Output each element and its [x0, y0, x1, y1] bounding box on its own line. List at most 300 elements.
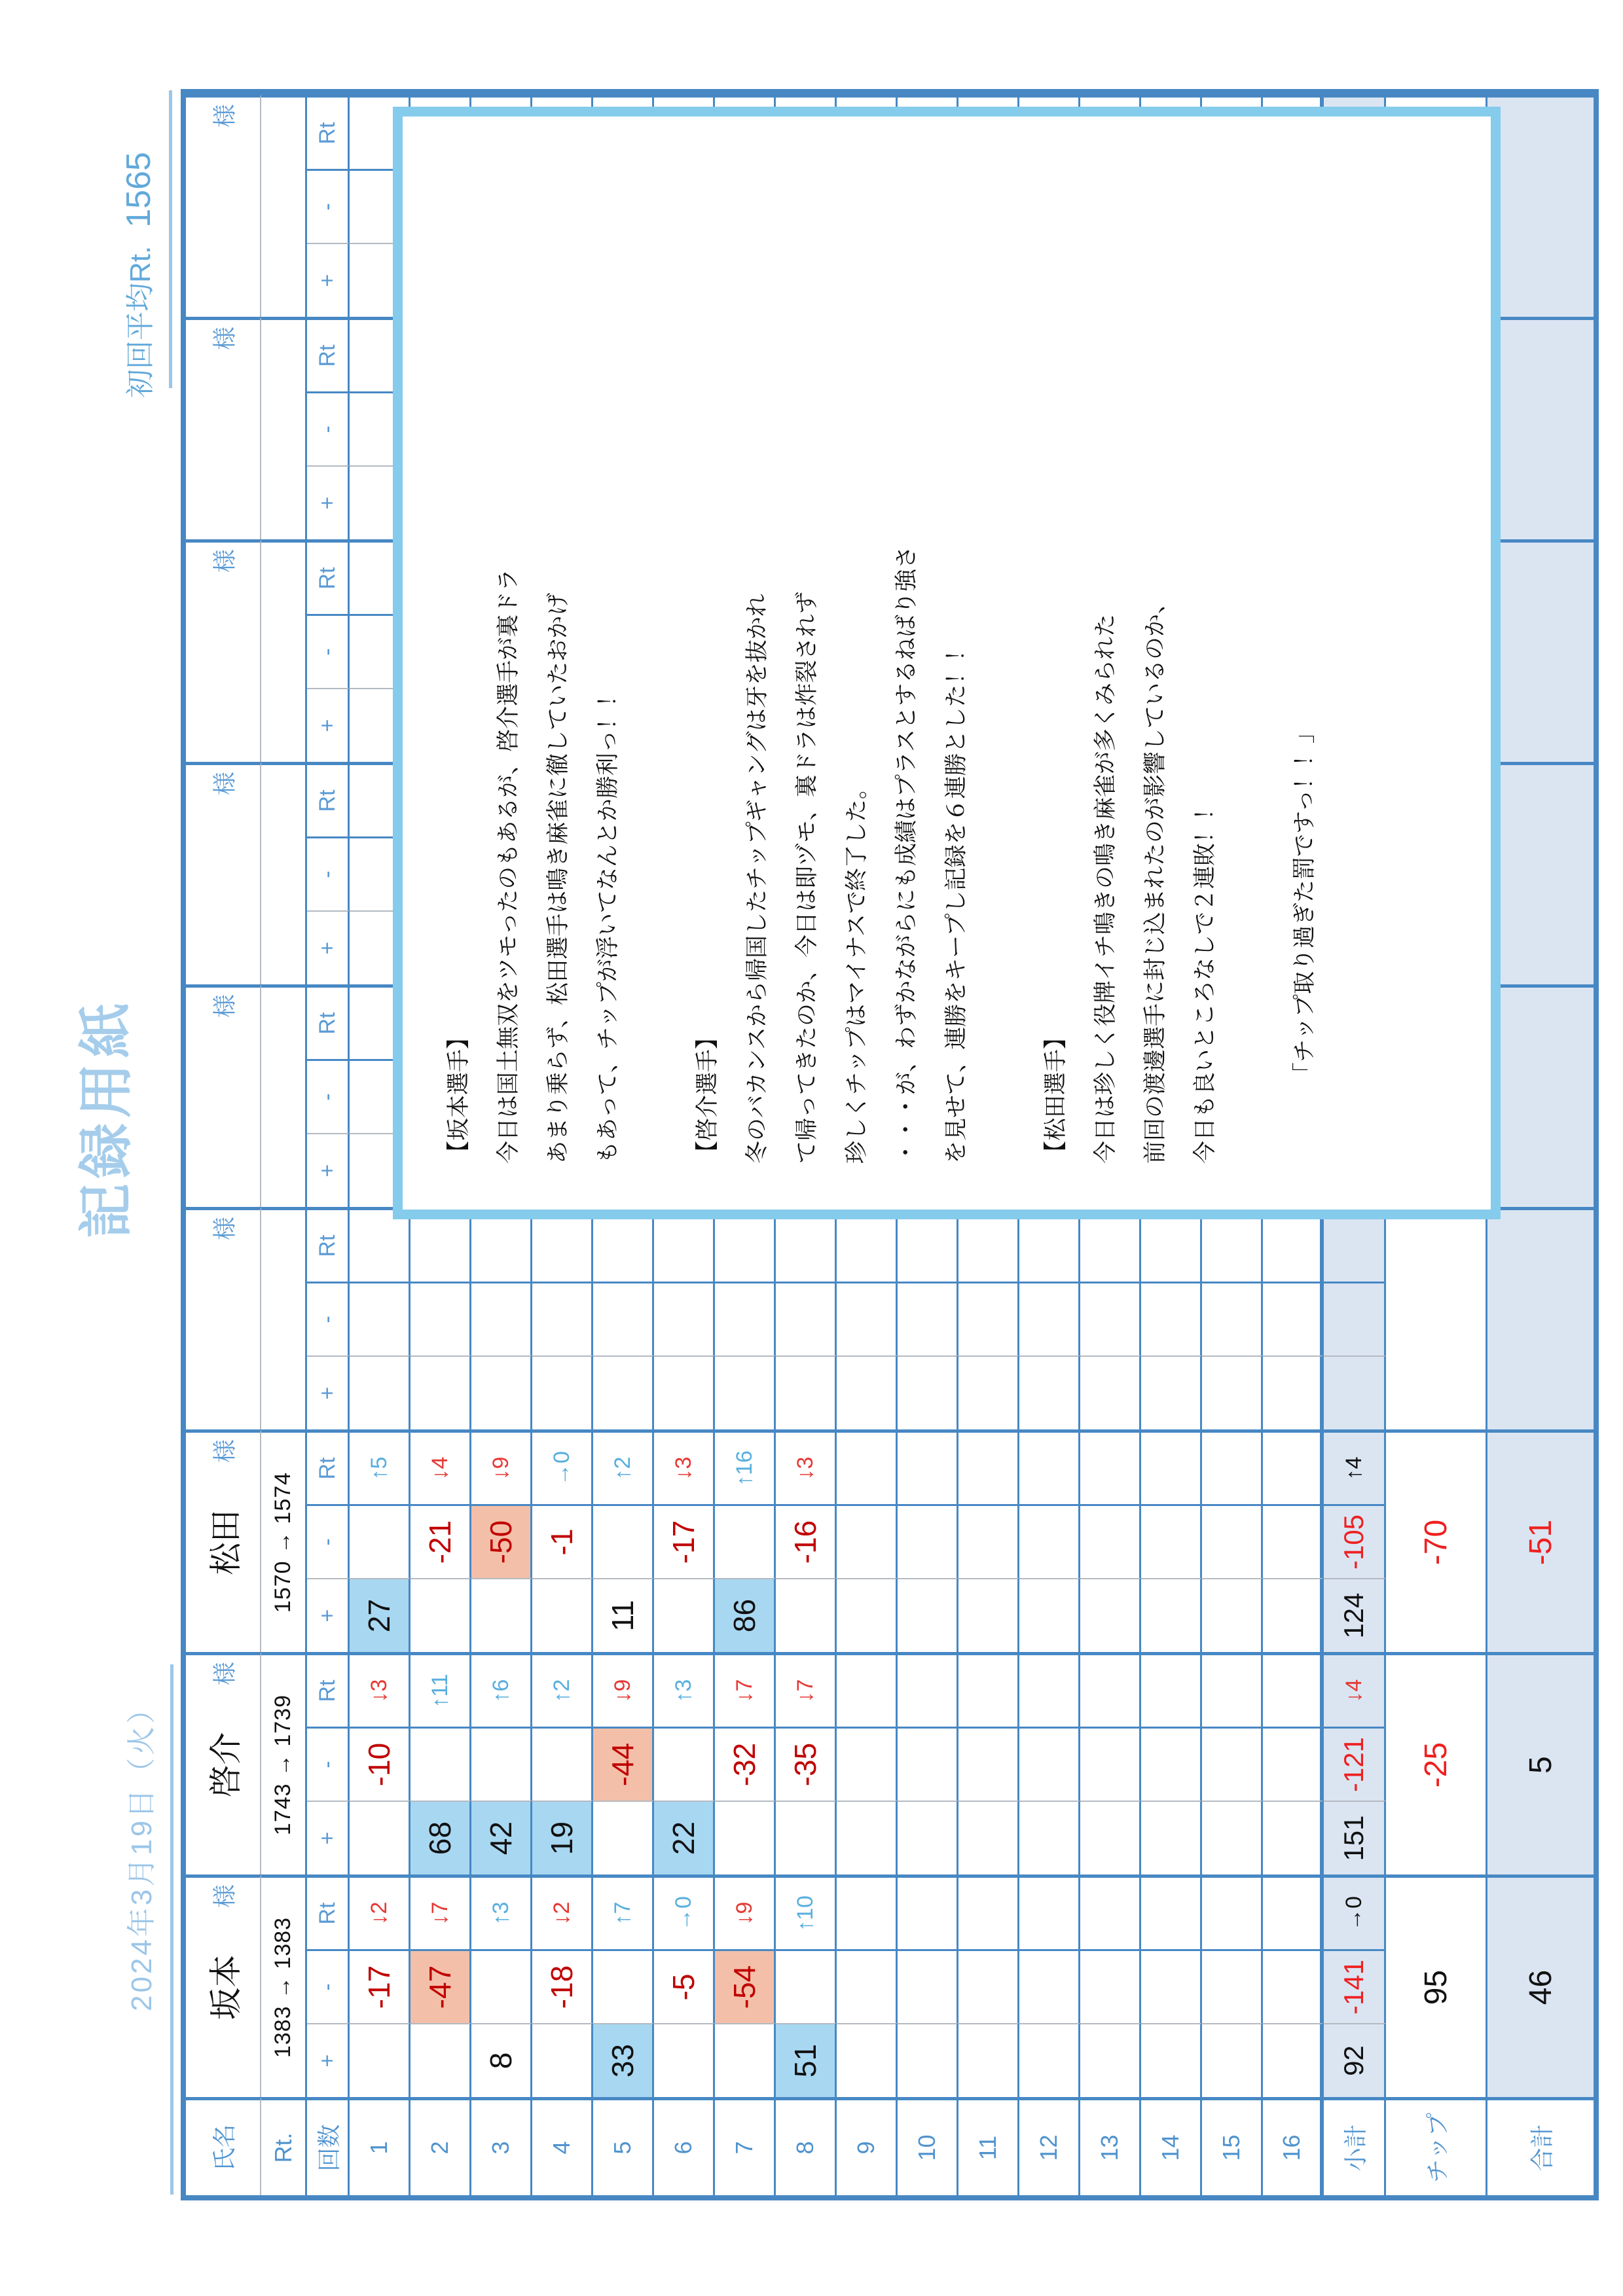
score-cell-plus	[410, 2023, 471, 2097]
score-cell-rt: ↓9	[715, 1874, 776, 1949]
player-name-cell	[186, 1207, 261, 1429]
score-cell-plus	[471, 1355, 532, 1429]
score-cell-plus	[410, 1578, 471, 1652]
subheader-rt: Rt	[307, 1429, 350, 1504]
score-cell-rt	[898, 1429, 958, 1504]
score-cell-rt	[1263, 1429, 1324, 1504]
score-cell-rt	[1019, 1652, 1080, 1727]
row-label-round: 5	[593, 2097, 654, 2195]
score-cell-minus	[654, 1727, 715, 1801]
score-cell-rt	[1141, 1652, 1202, 1727]
score-cell-minus	[715, 1504, 776, 1578]
score-cell-rt	[1263, 1652, 1324, 1727]
score-cell-minus	[593, 1282, 654, 1355]
score-cell-rt: ↑2	[532, 1652, 593, 1727]
sama-honorific: 様	[211, 327, 238, 351]
score-cell-plus	[958, 1801, 1019, 1874]
comment-quote: 「チップ取り過ぎた罰ですっ！！」	[1292, 721, 1317, 1085]
subtotal-minus: -105	[1324, 1504, 1386, 1578]
score-cell-plus	[350, 2023, 410, 2097]
score-cell-plus	[1080, 1801, 1141, 1874]
sama-honorific: 様	[211, 1662, 238, 1686]
score-cell-plus	[410, 1355, 471, 1429]
score-cell-plus: 51	[776, 2023, 837, 2097]
score-cell-plus	[1141, 1355, 1202, 1429]
subtotal-minus	[1324, 1282, 1386, 1355]
score-cell-plus	[958, 2023, 1019, 2097]
score-cell-minus	[1141, 1949, 1202, 2023]
score-cell-minus	[1141, 1282, 1202, 1355]
score-cell-plus	[654, 1355, 715, 1429]
score-cell-rt	[1202, 1874, 1263, 1949]
row-label-round: 11	[958, 2097, 1019, 2195]
score-cell-plus	[1263, 2023, 1324, 2097]
subheader-plus: +	[307, 1578, 350, 1652]
row-label-round: 7	[715, 2097, 776, 2195]
comment-line: て帰ってきたのか、今日は即ヅモ、裏ドラは炸裂されず	[794, 591, 820, 1164]
score-cell-rt: ↓4	[410, 1429, 471, 1504]
score-cell-minus	[1263, 1504, 1324, 1578]
score-cell-plus	[1019, 2023, 1080, 2097]
score-cell-minus	[958, 1504, 1019, 1578]
score-cell-rt: ↑11	[410, 1652, 471, 1727]
score-cell-plus	[1202, 1801, 1263, 1874]
score-cell-plus	[532, 1578, 593, 1652]
subheader-minus: -	[307, 1059, 350, 1133]
total-cell	[1487, 94, 1594, 317]
score-cell-plus	[532, 1355, 593, 1429]
comment-player-header: 【坂本選手】	[446, 1026, 471, 1164]
score-cell-plus	[837, 1578, 898, 1652]
score-cell-plus	[898, 1578, 958, 1652]
player-rt-transition	[261, 1207, 307, 1429]
subheader-minus: -	[307, 1504, 350, 1578]
score-cell-minus: -32	[715, 1727, 776, 1801]
score-cell-minus	[532, 1727, 593, 1801]
row-label-round: 14	[1141, 2097, 1202, 2195]
player-name-cell	[186, 1429, 261, 1652]
score-cell-rt: ↓3	[654, 1429, 715, 1504]
score-cell-minus	[958, 1282, 1019, 1355]
score-cell-plus	[1141, 1801, 1202, 1874]
subtotal-minus: -141	[1324, 1949, 1386, 2023]
comment-line: 冬のバカンスから帰国したチップギャングは牙を抜かれ	[744, 594, 770, 1164]
score-cell-rt: ↓9	[471, 1429, 532, 1504]
score-cell-rt: ↑3	[654, 1652, 715, 1727]
subtotal-plus: 124	[1324, 1578, 1386, 1652]
first-average-rt	[117, 90, 158, 398]
subheader-minus: -	[307, 391, 350, 465]
score-cell-plus	[350, 1801, 410, 1874]
subheader-minus: -	[307, 1282, 350, 1355]
score-cell-rt	[1202, 1429, 1263, 1504]
subtotal-rt: ↑4	[1324, 1429, 1386, 1504]
avg-underline	[169, 90, 172, 388]
score-cell-minus: -5	[654, 1949, 715, 2023]
avg-rt-label: 初回平均Rt.	[124, 245, 156, 398]
row-label-round: 13	[1080, 2097, 1141, 2195]
row-label-round: 2	[410, 2097, 471, 2195]
score-cell-minus	[1019, 1282, 1080, 1355]
score-cell-minus	[471, 1949, 532, 2023]
score-cell-rt: ↓2	[532, 1874, 593, 1949]
score-cell-minus	[958, 1949, 1019, 2023]
subheader-plus: +	[307, 688, 350, 762]
sama-honorific: 様	[211, 1439, 238, 1463]
total-cell	[1487, 317, 1594, 539]
score-cell-plus: 68	[410, 1801, 471, 1874]
score-cell-minus	[350, 1282, 410, 1355]
subheader-minus: -	[307, 614, 350, 688]
score-cell-minus	[1263, 1949, 1324, 2023]
comment-line: 今日も良いところなしで２連敗！！	[1192, 797, 1218, 1164]
subheader-plus: +	[307, 1355, 350, 1429]
comment-player-header: 【松田選手】	[1043, 1026, 1068, 1164]
score-cell-minus	[1080, 1727, 1141, 1801]
score-cell-minus: -1	[532, 1504, 593, 1578]
score-cell-plus	[1080, 1355, 1141, 1429]
row-label-total: 合計	[1487, 2097, 1594, 2195]
row-label-round: 1	[350, 2097, 410, 2195]
score-cell-minus	[471, 1727, 532, 1801]
score-cell-plus: 19	[532, 1801, 593, 1874]
player-rt-transition	[261, 94, 307, 317]
subheader-rt: Rt	[307, 94, 350, 169]
subheader-plus: +	[307, 1801, 350, 1874]
player-rt-transition	[261, 539, 307, 762]
row-label-round: 16	[1263, 2097, 1324, 2195]
subtotal-rt: ↓4	[1324, 1652, 1386, 1727]
score-cell-minus	[776, 1282, 837, 1355]
score-cell-minus	[1019, 1949, 1080, 2023]
player-name-cell	[186, 317, 261, 539]
subheader-minus: -	[307, 1727, 350, 1801]
score-cell-rt: ↑7	[593, 1874, 654, 1949]
score-cell-rt: ↑2	[593, 1429, 654, 1504]
score-cell-plus	[837, 2023, 898, 2097]
row-label-round: 6	[654, 2097, 715, 2195]
score-cell-plus: 8	[471, 2023, 532, 2097]
total-cell	[1487, 539, 1594, 762]
comment-box	[393, 107, 1501, 1219]
score-cell-minus	[1141, 1727, 1202, 1801]
score-cell-minus	[1080, 1949, 1141, 2023]
score-cell-plus	[1080, 1578, 1141, 1652]
row-label-name: 氏名	[186, 2097, 261, 2195]
score-cell-plus	[654, 1578, 715, 1652]
score-cell-minus	[837, 1949, 898, 2023]
score-cell-minus	[350, 1504, 410, 1578]
score-cell-minus	[898, 1282, 958, 1355]
page-title: 記録用紙	[75, 997, 137, 1239]
row-label-round: 4	[532, 2097, 593, 2195]
score-cell-plus	[1202, 2023, 1263, 2097]
player-rt-transition: 1570 → 1574	[261, 1429, 307, 1652]
total-cell: 5	[1487, 1652, 1594, 1874]
score-cell-minus	[1202, 1504, 1263, 1578]
score-cell-minus	[1019, 1727, 1080, 1801]
score-cell-rt	[1080, 1429, 1141, 1504]
score-cell-rt	[1019, 1874, 1080, 1949]
score-cell-rt	[837, 1429, 898, 1504]
score-cell-minus: -10	[350, 1727, 410, 1801]
score-cell-plus	[350, 1355, 410, 1429]
score-cell-minus: -50	[471, 1504, 532, 1578]
score-cell-minus	[1263, 1282, 1324, 1355]
score-cell-plus	[776, 1355, 837, 1429]
player-rt-transition	[261, 762, 307, 984]
score-cell-plus: 33	[593, 2023, 654, 2097]
score-cell-rt	[958, 1874, 1019, 1949]
score-cell-plus: 27	[350, 1578, 410, 1652]
player-rt-transition	[261, 317, 307, 539]
score-cell-rt	[1141, 1874, 1202, 1949]
subheader-rt: Rt	[307, 1207, 350, 1282]
score-cell-minus	[898, 1949, 958, 2023]
score-cell-plus	[1080, 2023, 1141, 2097]
date-text: 2024年3月19日（火）	[126, 1692, 158, 2011]
score-cell-minus	[1080, 1504, 1141, 1578]
comment-line	[981, 156, 1031, 1164]
player-name: 坂本	[207, 1954, 244, 2020]
row-label-round: 12	[1019, 2097, 1080, 2195]
sama-honorific: 様	[211, 772, 238, 796]
total-cell: -51	[1487, 1429, 1594, 1652]
comment-line: を見せて、連勝をキープし記録を６連勝とした！！	[943, 638, 969, 1164]
subtotal-minus: -121	[1324, 1727, 1386, 1801]
player-name-cell	[186, 94, 261, 317]
score-cell-rt	[958, 1652, 1019, 1727]
score-cell-minus: -18	[532, 1949, 593, 2023]
score-cell-rt: ↑5	[350, 1429, 410, 1504]
subheader-plus: +	[307, 465, 350, 539]
score-cell-rt: ↓3	[776, 1429, 837, 1504]
score-cell-minus	[1080, 1282, 1141, 1355]
score-cell-minus	[837, 1282, 898, 1355]
score-cell-rt: ↓3	[350, 1652, 410, 1727]
score-cell-plus	[1263, 1578, 1324, 1652]
score-cell-rt: ↑16	[715, 1429, 776, 1504]
subheader-rt: Rt	[307, 1652, 350, 1727]
subheader-rt: Rt	[307, 317, 350, 391]
row-label-round: 8	[776, 2097, 837, 2195]
score-cell-minus: -17	[654, 1504, 715, 1578]
subheader-plus: +	[307, 1133, 350, 1207]
subheader-minus: -	[307, 169, 350, 243]
score-cell-plus	[471, 1578, 532, 1652]
row-label-subtotal: 小計	[1324, 2097, 1386, 2195]
score-cell-rt: ↑3	[471, 1874, 532, 1949]
row-label-round: 3	[471, 2097, 532, 2195]
score-cell-minus	[837, 1504, 898, 1578]
comment-player-header: 【啓介選手】	[695, 1026, 720, 1164]
score-cell-minus	[898, 1504, 958, 1578]
score-cell-minus	[1263, 1727, 1324, 1801]
score-cell-minus	[958, 1727, 1019, 1801]
score-cell-rt	[898, 1874, 958, 1949]
score-cell-rt: ↓7	[410, 1874, 471, 1949]
score-cell-plus	[898, 1355, 958, 1429]
score-cell-minus: -35	[776, 1727, 837, 1801]
chip-cell	[1386, 1207, 1487, 1429]
score-cell-plus	[654, 2023, 715, 2097]
score-cell-minus	[1141, 1504, 1202, 1578]
subheader-minus: -	[307, 1949, 350, 2023]
score-cell-plus	[715, 2023, 776, 2097]
score-cell-plus	[593, 1355, 654, 1429]
comment-line: 前回の渡邊選手に封じ込まれたのが影響しているのか、	[1142, 590, 1168, 1164]
subtotal-plus	[1324, 1355, 1386, 1429]
score-cell-rt	[837, 1652, 898, 1727]
player-name-cell	[186, 984, 261, 1207]
score-cell-rt: ↓2	[350, 1874, 410, 1949]
avg-rt-value: 1565	[120, 152, 158, 228]
score-cell-plus	[1202, 1355, 1263, 1429]
score-cell-rt: ↓9	[593, 1652, 654, 1727]
score-cell-minus	[410, 1282, 471, 1355]
comment-line	[1230, 156, 1280, 1164]
score-cell-plus: 86	[715, 1578, 776, 1652]
subheader-plus: +	[307, 910, 350, 984]
player-rt-transition: 1743 → 1739	[261, 1652, 307, 1874]
score-cell-plus	[715, 1355, 776, 1429]
row-label-round: 15	[1202, 2097, 1263, 2195]
sama-honorific: 様	[211, 1217, 238, 1241]
score-cell-minus	[410, 1727, 471, 1801]
score-cell-minus: -47	[410, 1949, 471, 2023]
score-cell-plus	[593, 1801, 654, 1874]
row-label-round: 9	[837, 2097, 898, 2195]
score-cell-plus: 42	[471, 1801, 532, 1874]
player-name-cell	[186, 1874, 261, 2097]
total-cell	[1487, 984, 1594, 1207]
score-cell-plus	[1141, 1578, 1202, 1652]
score-cell-rt: ↓7	[776, 1652, 837, 1727]
score-cell-minus: -44	[593, 1727, 654, 1801]
row-label-round: 10	[898, 2097, 958, 2195]
sama-honorific: 様	[211, 549, 238, 573]
score-cell-plus	[1019, 1801, 1080, 1874]
player-name-cell	[186, 1652, 261, 1874]
score-cell-plus	[1019, 1578, 1080, 1652]
score-cell-rt	[958, 1429, 1019, 1504]
subtotal-rt: →0	[1324, 1874, 1386, 1949]
comment-line: 今日は国土無双をツモったのもあるが、啓介選手が裏ドラ	[496, 568, 521, 1164]
score-cell-minus: -54	[715, 1949, 776, 2023]
score-cell-minus: -16	[776, 1504, 837, 1578]
player-name: 松田	[207, 1509, 244, 1575]
comment-lines	[434, 156, 1330, 1164]
score-cell-minus	[593, 1504, 654, 1578]
score-cell-minus	[532, 1282, 593, 1355]
player-name: 啓介	[207, 1732, 244, 1798]
score-cell-rt	[898, 1652, 958, 1727]
row-label-rt: Rt.	[261, 2097, 307, 2195]
chip-cell: 95	[1386, 1874, 1487, 2097]
score-cell-rt	[1019, 1429, 1080, 1504]
comment-line: もあって、チップが浮いてなんとか勝利っ！！	[595, 684, 621, 1164]
comment-line: ・・・が、わずかながらにも成績はプラスとするねばり強さ	[894, 546, 919, 1164]
score-cell-plus	[715, 1801, 776, 1874]
score-cell-plus	[1019, 1355, 1080, 1429]
score-cell-plus	[1263, 1801, 1324, 1874]
date-underline	[170, 1664, 173, 2195]
score-cell-minus	[837, 1727, 898, 1801]
comment-line: 珍しくチップはマイナスで終了した。	[844, 776, 869, 1164]
score-cell-rt	[837, 1874, 898, 1949]
subtotal-plus: 92	[1324, 2023, 1386, 2097]
score-cell-minus	[1019, 1504, 1080, 1578]
subheader-rt: Rt	[307, 1874, 350, 1949]
sama-honorific: 様	[211, 1884, 238, 1909]
score-cell-plus	[1202, 1578, 1263, 1652]
player-rt-transition	[261, 984, 307, 1207]
subheader-minus: -	[307, 836, 350, 910]
score-cell-rt: →0	[654, 1874, 715, 1949]
chip-cell: -70	[1386, 1429, 1487, 1652]
sama-honorific: 様	[211, 104, 238, 128]
subheader-rt: Rt	[307, 762, 350, 836]
score-cell-minus	[1202, 1949, 1263, 2023]
subheader-plus: +	[307, 2023, 350, 2097]
score-cell-plus	[898, 1801, 958, 1874]
score-cell-minus: -21	[410, 1504, 471, 1578]
total-cell: 46	[1487, 1874, 1594, 2097]
score-cell-rt: ↑10	[776, 1874, 837, 1949]
comment-line	[633, 156, 683, 1164]
score-cell-plus	[776, 1801, 837, 1874]
score-cell-plus	[532, 2023, 593, 2097]
score-cell-plus	[776, 1578, 837, 1652]
subheader-rt: Rt	[307, 539, 350, 614]
score-cell-plus: 11	[593, 1578, 654, 1652]
score-cell-minus	[776, 1949, 837, 2023]
player-name-cell	[186, 762, 261, 984]
chip-cell: -25	[1386, 1652, 1487, 1874]
score-cell-plus	[958, 1578, 1019, 1652]
sama-honorific: 様	[211, 994, 238, 1018]
row-label-count: 回数	[307, 2097, 350, 2195]
score-cell-rt	[1080, 1874, 1141, 1949]
score-cell-plus	[1263, 1355, 1324, 1429]
score-cell-minus: -17	[350, 1949, 410, 2023]
score-cell-plus	[837, 1355, 898, 1429]
score-cell-minus	[715, 1282, 776, 1355]
total-cell	[1487, 762, 1594, 984]
score-cell-minus	[1202, 1282, 1263, 1355]
score-cell-minus	[1202, 1727, 1263, 1801]
comment-line: あまり乗らず、松田選手は鳴き麻雀に徹していたおかげ	[545, 592, 571, 1164]
subheader-rt: Rt	[307, 984, 350, 1059]
subheader-plus: +	[307, 243, 350, 317]
score-cell-plus	[837, 1801, 898, 1874]
score-cell-rt: →0	[532, 1429, 593, 1504]
score-cell-plus	[958, 1355, 1019, 1429]
score-cell-minus	[593, 1949, 654, 2023]
score-cell-minus	[654, 1282, 715, 1355]
score-cell-rt	[1080, 1652, 1141, 1727]
total-cell	[1487, 1207, 1594, 1429]
score-cell-plus	[898, 2023, 958, 2097]
score-cell-rt: ↑6	[471, 1652, 532, 1727]
score-cell-minus	[471, 1282, 532, 1355]
comment-line: 今日は珍しく役牌イチ鳴きの鳴き麻雀が多くみられた	[1093, 613, 1118, 1164]
score-cell-plus: 22	[654, 1801, 715, 1874]
subtotal-plus: 151	[1324, 1801, 1386, 1874]
player-name-cell	[186, 539, 261, 762]
score-cell-rt: ↓7	[715, 1652, 776, 1727]
row-label-chip: チップ	[1386, 2097, 1487, 2195]
